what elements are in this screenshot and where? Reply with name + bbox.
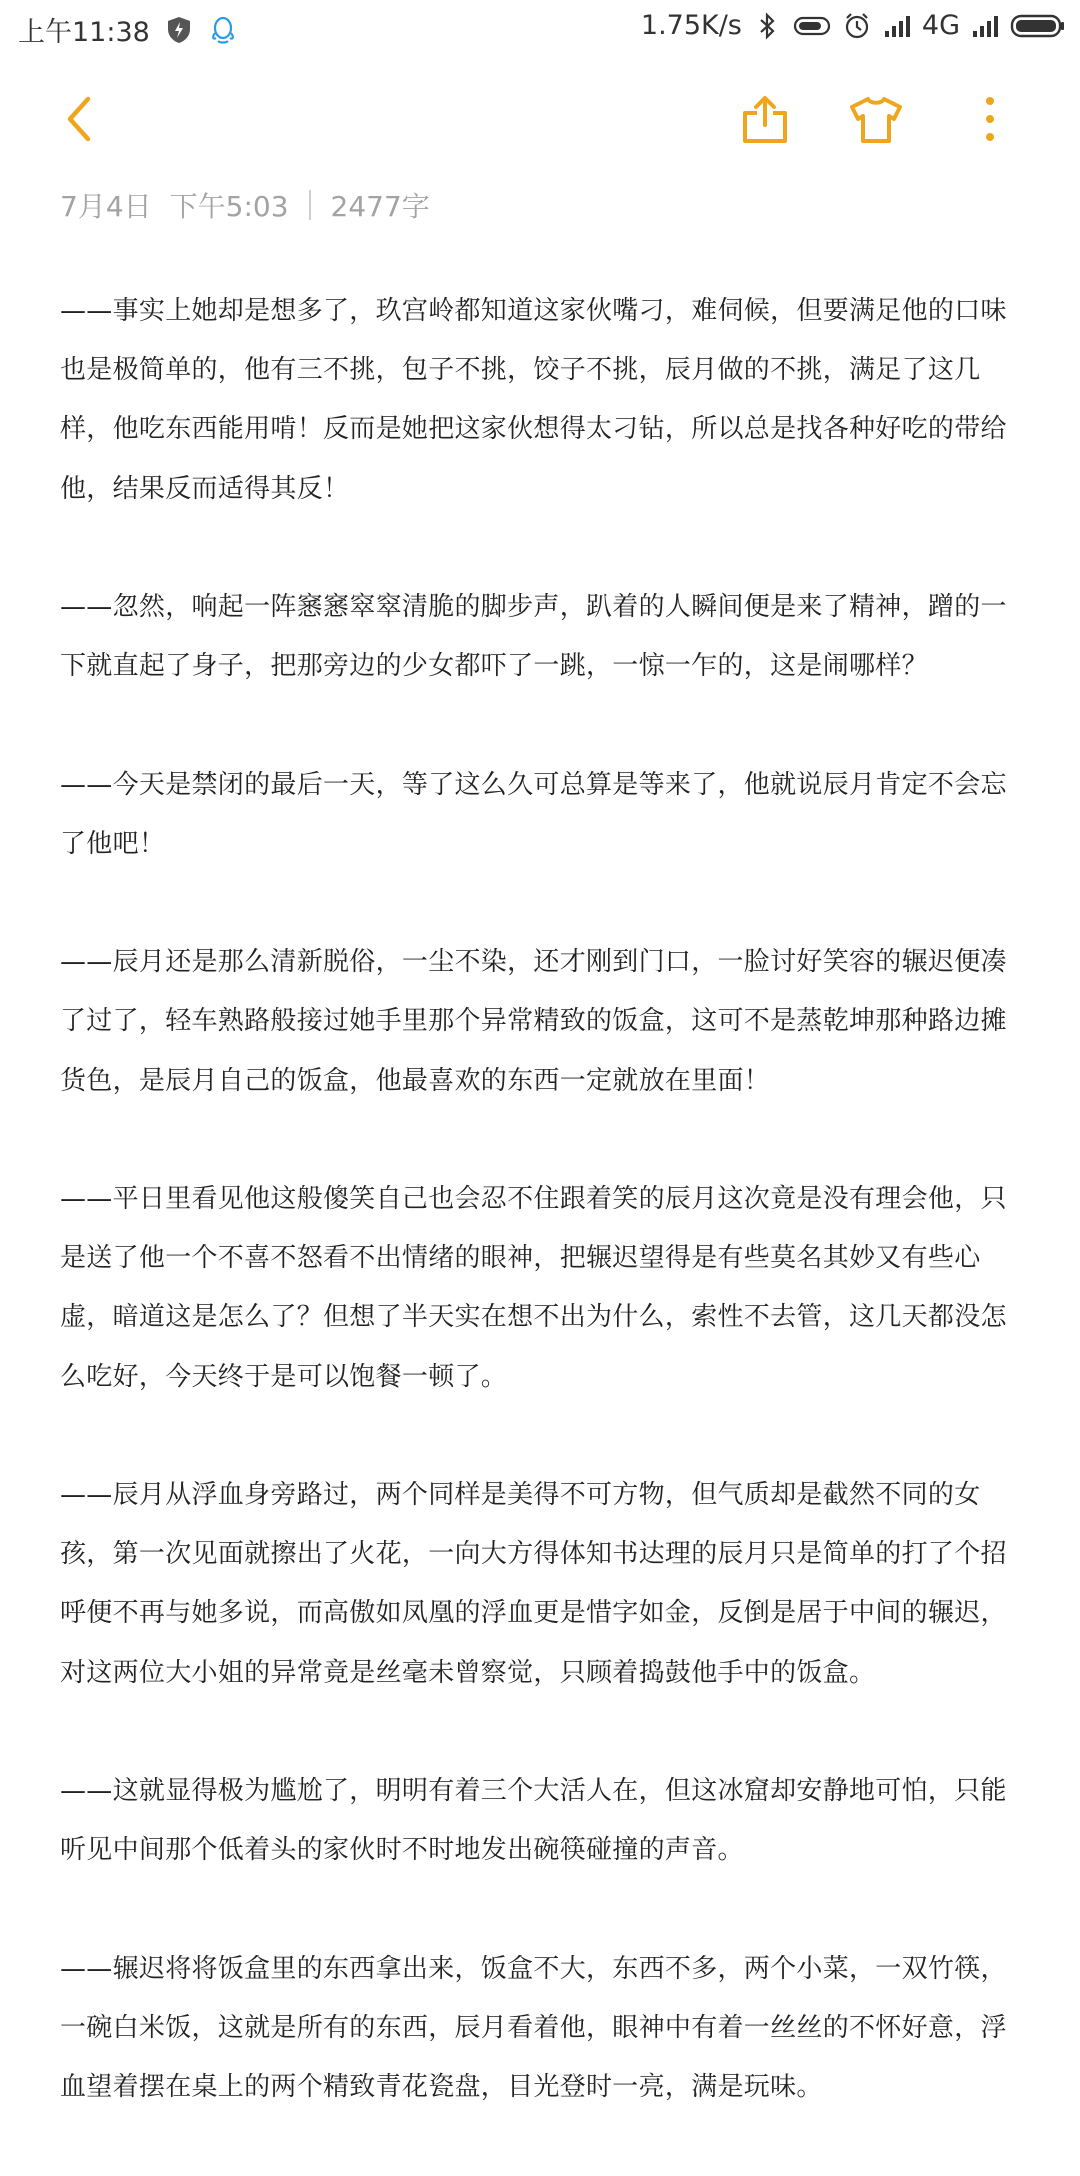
note-paragraph: ——辰月还是那么清新脱俗，一尘不染，还才刚到门口，一脸讨好笑容的辗迟便凑了过了，轻车熟路般接过她手里那个异常精致的饭盒，这可不是蒸乾坤那种路边摊货色，是辰月自己的饭盒，他最喜欢的东西一定就放在里面！: [60, 947, 1007, 1096]
meta-divider: [309, 190, 311, 220]
note-paragraph: ——辗迟将将饭盒里的东西拿出来，饭盒不大，东西不多，两个小菜，一双竹筷，一碗白米饭，这就是所有的东西，辰月看着他，眼神中有着一丝丝的不怀好意，浮血望着摆在桌上的两个精致青花瓷盘，目光登时一亮，满是玩味。: [60, 1953, 1007, 2102]
status-time: 上午11:38: [18, 17, 150, 48]
share-button[interactable]: [735, 89, 795, 149]
note-date: 7月4日: [60, 190, 152, 223]
status-bar-left: [18, 10, 238, 49]
note-toolbar: [0, 75, 1080, 165]
net-speed: 1.75K/s: [640, 10, 742, 41]
share-icon: [737, 91, 793, 147]
bluetooth-icon: [752, 11, 782, 41]
chevron-left-icon: [52, 91, 108, 147]
status-bar-right: [641, 10, 1066, 41]
theme-button[interactable]: [846, 89, 906, 149]
shield-bolt-icon: [164, 15, 194, 45]
status-bar: [0, 0, 1080, 52]
note-paragraph: ——辰月从浮血身旁路过，两个同样是美得不可方物，但气质却是截然不同的女孩，第一次见面就擦出了火花，一向大方得体知书达理的辰月只是简单的打了个招呼便不再与她多说，而高傲如凤凰的浮血更是惜字如金，反倒是居于中间的辗迟，对这两位大小姐的异常竟是丝毫未曾察觉，只顾着捣鼓他手中的饭盒。: [60, 1479, 1007, 1688]
network-type: 4G: [921, 10, 960, 41]
signal-strength-icon: [882, 11, 912, 41]
note-paragraph: ——事实上她却是想多了，玖宫岭都知道这家伙嘴刁，难伺候，但要满足他的口味也是极简单的，他有三不挑，包子不挑，饺子不挑，辰月做的不挑，满足了这几样，他吃东西能用啃！反而是她把这家伙想得太刁钻，所以总是找各种好吃的带给他，结果反而适得其反！: [60, 296, 1007, 504]
more-vertical-icon: [962, 91, 1018, 147]
tshirt-icon: [848, 91, 904, 147]
note-paragraph: ——今天是禁闭的最后一天，等了这么久可总算是等来了，他就说辰月肯定不会忘了他吧！: [60, 769, 1007, 859]
back-button[interactable]: [50, 89, 110, 149]
note-word-count: 2477字: [330, 190, 430, 223]
more-options-button[interactable]: [960, 89, 1020, 149]
note-paragraph: ——忽然，响起一阵窸窸窣窣清脆的脚步声，趴着的人瞬间便是来了精神，蹭的一下就直起了身子，把那旁边的少女都吓了一跳，一惊一乍的，这是闹哪样？: [60, 592, 1007, 682]
note-body[interactable]: [60, 282, 1022, 2176]
vibrate-toggle-icon: [792, 11, 832, 41]
alarm-clock-icon: [842, 11, 872, 41]
note-meta: [60, 185, 430, 225]
note-time: 下午5:03: [169, 190, 289, 223]
signal-strength-icon-2: [970, 11, 1000, 41]
note-paragraph: ——平日里看见他这般傻笑自己也会忍不住跟着笑的辰月这次竟是没有理会他，只是送了他一个不喜不怒看不出情绪的眼神，把辗迟望得是有些莫名其妙又有些心虚，暗道这是怎么了？但想了半天实在想不出为什么，索性不去管，这几天都没怎么吃好，今天终于是可以饱餐一顿了。: [60, 1183, 1007, 1392]
note-paragraph: ——这就显得极为尴尬了，明明有着三个大活人在，但这冰窟却安静地可怕，只能听见中间那个低着头的家伙时不时地发出碗筷碰撞的声音。: [60, 1775, 1007, 1866]
battery-icon: [1010, 11, 1066, 41]
qq-penguin-icon: [208, 15, 238, 45]
